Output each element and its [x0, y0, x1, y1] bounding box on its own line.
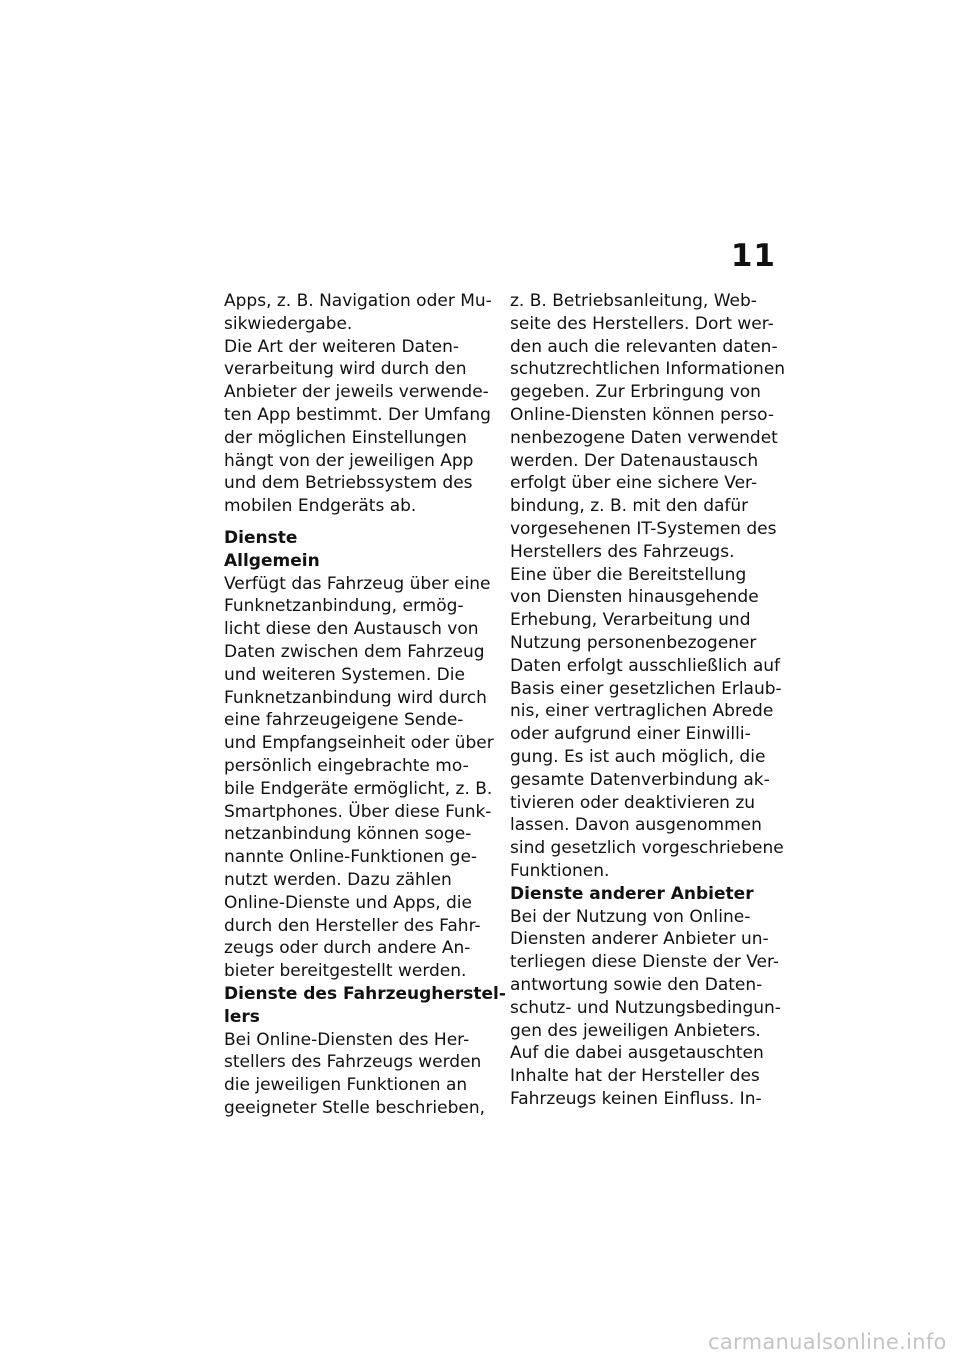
- text-line: vorgesehenen IT-Systemen des: [510, 518, 777, 539]
- text-line: hängt von der jeweiligen App: [224, 450, 474, 471]
- text-line: Die Art der weiteren Daten-: [224, 336, 460, 357]
- text-line: verarbeitung wird durch den: [224, 359, 467, 380]
- text-line: sikwiedergabe.: [224, 313, 353, 334]
- text-line: nannte Online-Funktionen ge-: [224, 847, 478, 868]
- text-line: Erhebung, Verarbeitung und: [510, 610, 751, 631]
- text-line: durch den Hersteller des Fahr-: [224, 915, 481, 936]
- text-line: oder aufgrund einer Einwilli-: [510, 724, 751, 745]
- text-line: Eine über die Bereitstellung: [510, 564, 747, 585]
- text-line: antwortung sowie den Daten-: [510, 974, 763, 995]
- text-line: gesamte Datenverbindung ak-: [510, 769, 770, 790]
- text-line: Daten erfolgt ausschließlich auf: [510, 655, 781, 676]
- text-line: mobilen Endgeräts ab.: [224, 496, 417, 517]
- text-line: der möglichen Einstellungen: [224, 427, 467, 448]
- heading-line: lers: [224, 1006, 260, 1027]
- text-line: terliegen diese Dienste der Ver-: [510, 952, 780, 973]
- text-line: Online-Diensten können perso-: [510, 404, 774, 425]
- text-line: z. B. Betriebsanleitung, Web-: [510, 291, 757, 311]
- text-line: Verfügt das Fahrzeug über eine: [224, 573, 491, 594]
- heading-line: Dienste des Fahrzeugherstel-: [224, 983, 506, 1004]
- text-line: bieter bereitgestellt werden.: [224, 961, 467, 982]
- text-line: Daten zwischen dem Fahrzeug: [224, 641, 485, 662]
- heading-line: Dienste anderer Anbieter: [510, 883, 754, 904]
- text-line: Funknetzanbindung wird durch: [224, 687, 487, 708]
- text-line: bile Endgeräte ermöglicht, z. B.: [224, 778, 493, 799]
- text-line: ten App bestimmt. Der Umfang: [224, 404, 491, 425]
- text-line: Bei der Nutzung von Online-: [510, 906, 751, 927]
- text-line: geeigneter Stelle beschrieben,: [224, 1097, 486, 1118]
- text-line: Funknetzanbindung, ermög-: [224, 596, 464, 617]
- text-line: erfolgt über eine sichere Ver-: [510, 473, 758, 494]
- text-line: Apps, z. B. Navigation oder Mu-: [224, 291, 492, 311]
- text-line: seite des Herstellers. Dort wer-: [510, 313, 774, 334]
- page-number: 11: [730, 238, 776, 274]
- text-line: Herstellers des Fahrzeugs.: [510, 541, 735, 562]
- text-line: die jeweiligen Funktionen an: [224, 1075, 468, 1096]
- text-line: Bei Online-Diensten des Her-: [224, 1029, 470, 1050]
- text-line: Nutzung personenbezogener: [510, 632, 757, 653]
- text-line: tivieren oder deaktivieren zu: [510, 792, 756, 813]
- heading-line: Dienste: [224, 527, 298, 548]
- text-line: den auch die relevanten daten-: [510, 336, 778, 357]
- text-line: zeugs oder durch andere An-: [224, 938, 471, 959]
- text-line: Anbieter der jeweils verwende-: [224, 382, 489, 403]
- watermark: carmanualsonline.info: [708, 1330, 947, 1354]
- text-line: Diensten anderer Anbieter un-: [510, 929, 769, 950]
- text-line: Fahrzeugs keinen Einfluss. In-: [510, 1088, 762, 1109]
- text-line: werden. Der Datenaustausch: [510, 450, 759, 471]
- left-text-column: [224, 290, 506, 1120]
- text-line: und weiteren Systemen. Die: [224, 664, 465, 685]
- text-line: netzanbindung können soge-: [224, 824, 472, 845]
- text-line: gung. Es ist auch möglich, die: [510, 746, 766, 767]
- text-line: persönlich eingebrachte mo-: [224, 755, 469, 776]
- heading-line: Allgemein: [224, 550, 320, 571]
- text-line: nutzt werden. Dazu zählen: [224, 869, 452, 890]
- text-line: lassen. Davon ausgenommen: [510, 815, 762, 836]
- text-line: Basis einer gesetzlichen Erlaub-: [510, 678, 782, 699]
- text-line: schutzrechtlichen Informationen: [510, 359, 786, 380]
- text-line: stellers des Fahrzeugs werden: [224, 1052, 482, 1073]
- text-line: schutz- und Nutzungsbedingun-: [510, 997, 781, 1018]
- text-line: Smartphones. Über diese Funk-: [224, 801, 492, 822]
- text-line: gegeben. Zur Erbringung von: [510, 382, 761, 403]
- text-line: licht diese den Austausch von: [224, 619, 479, 640]
- text-line: Online-Dienste und Apps, die: [224, 892, 472, 913]
- text-line: Auf die dabei ausgetauschten: [510, 1043, 764, 1064]
- text-line: und Empfangseinheit oder über: [224, 733, 494, 754]
- text-line: sind gesetzlich vorgeschriebene: [510, 838, 784, 859]
- text-line: von Diensten hinausgehende: [510, 587, 759, 608]
- text-line: bindung, z. B. mit den dafür: [510, 496, 749, 517]
- paragraph-gap: [224, 518, 496, 527]
- text-line: und dem Betriebssystem des: [224, 473, 473, 494]
- text-line: nenbezogene Daten verwendet: [510, 427, 778, 448]
- text-line: Funktionen.: [510, 860, 610, 881]
- text-line: nis, einer vertraglichen Abrede: [510, 701, 774, 722]
- text-line: gen des jeweiligen Anbieters.: [510, 1020, 761, 1041]
- text-line: eine fahrzeugeigene Sende-: [224, 710, 464, 731]
- right-text-column: [510, 290, 786, 1111]
- text-line: Inhalte hat der Hersteller des: [510, 1066, 760, 1087]
